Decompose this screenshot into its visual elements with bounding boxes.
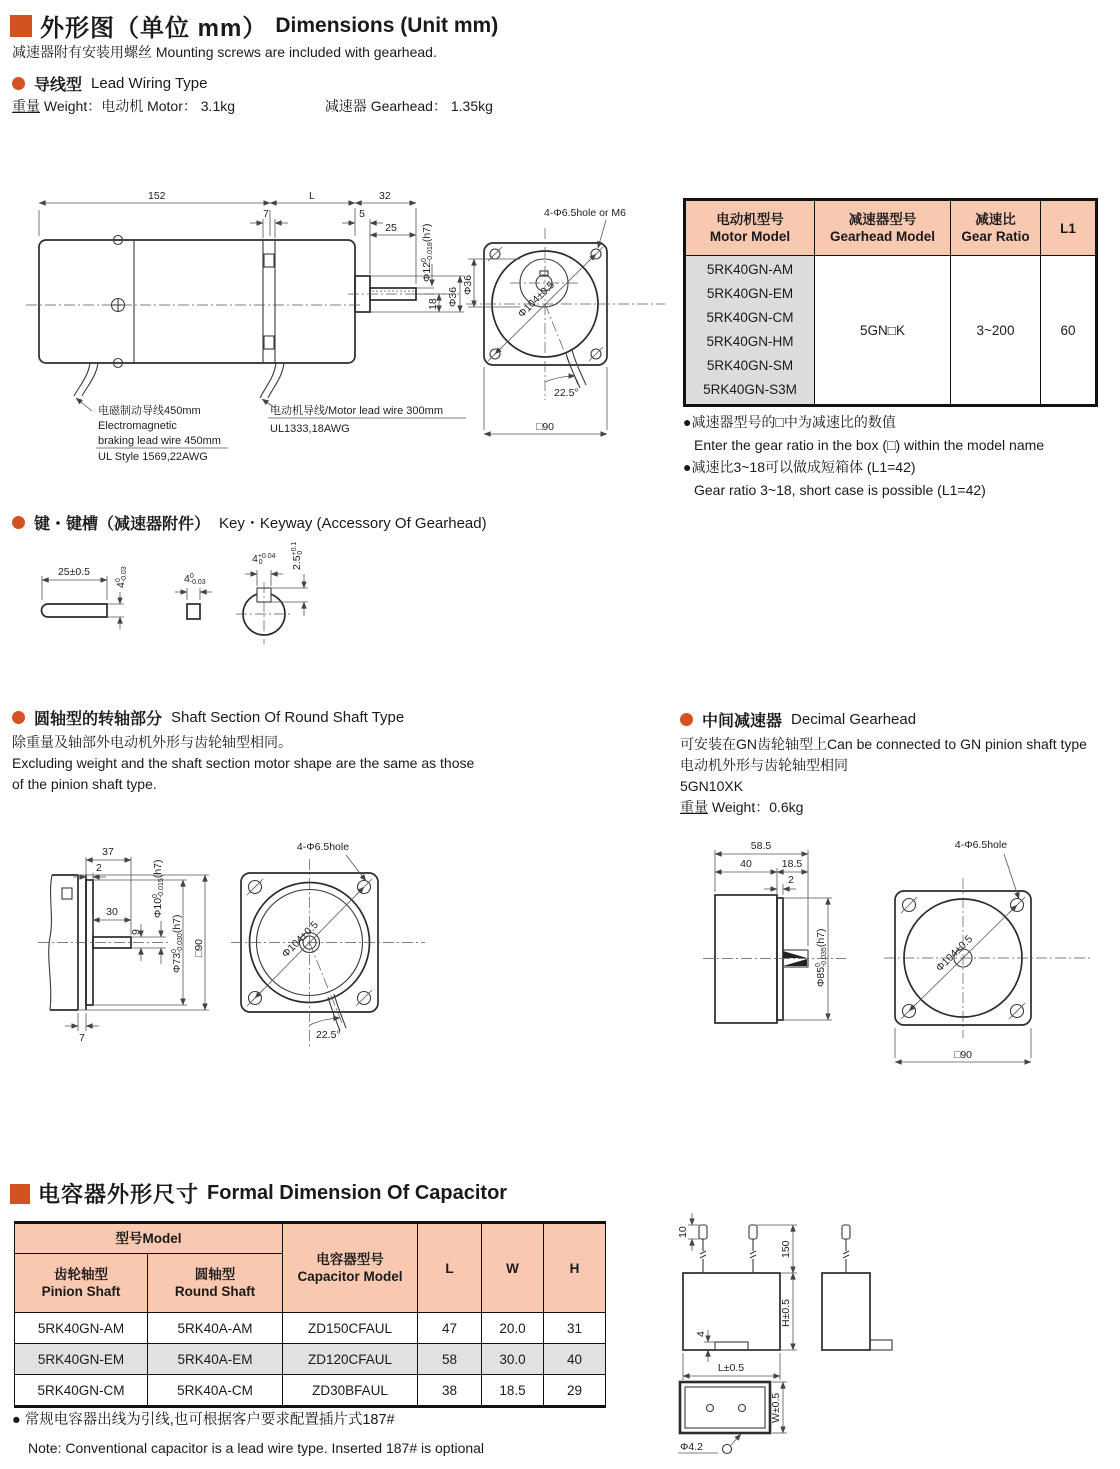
dim-40: 40 bbox=[740, 858, 752, 870]
dim-2: 2 bbox=[96, 862, 102, 874]
dim-w: W±0.5 bbox=[770, 1392, 782, 1423]
cell: 5RK40A-AM bbox=[148, 1313, 283, 1344]
capacitor-note-en: Note: Conventional capacitor is a lead wire type. Inserted 187# is optional bbox=[28, 1440, 485, 1456]
cell: ZD150CFAUL bbox=[283, 1313, 418, 1344]
page-subtitle-en: Mounting screws are included with gearhead. bbox=[155, 44, 437, 60]
round-shaft-side-view-drawing bbox=[20, 835, 245, 1070]
motor-model-table bbox=[683, 198, 1098, 407]
decimal-gearhead-front-view-drawing bbox=[876, 830, 1101, 1075]
brake-wire-label-2: Electromagnetic bbox=[98, 420, 177, 432]
motor-model: 5RK40GN-SM bbox=[706, 358, 794, 373]
note-2-en: Gear ratio 3~18, short case is possible (L1=42) bbox=[694, 481, 986, 498]
dimension-lines bbox=[39, 203, 464, 312]
key-keyway-drawing bbox=[12, 542, 352, 662]
col-header-capacitor-model: 电容器型号 Capacitor Model bbox=[283, 1223, 418, 1313]
gearhead-weight: 减速器 Gearhead： 1.35kg bbox=[324, 98, 493, 114]
col-header-gearhead-model: 减速器型号 Gearhead Model bbox=[815, 200, 951, 256]
key-heading-en: Key・Keyway (Accessory Of Gearhead) bbox=[219, 515, 487, 532]
dim-36: Φ36 bbox=[447, 286, 459, 307]
gearhead-model-value: 5GN□K bbox=[815, 256, 951, 406]
round-shaft-heading-zh: 圆轴型的转轴部分 bbox=[34, 711, 163, 728]
decimal-heading-zh: 中间减速器 bbox=[702, 713, 783, 730]
dim-4: 4 bbox=[695, 1331, 707, 1337]
brake-wire-label-3: braking lead wire 450mm bbox=[98, 435, 221, 447]
dim-37: 37 bbox=[102, 846, 114, 858]
col-header-gear-ratio: 减速比 Gear Ratio bbox=[951, 200, 1041, 256]
capacitor-note-zh: ● 常规电容器出线为引线,也可根据客户要求配置插片式187# bbox=[12, 1412, 395, 1428]
dim-angle: 22.5° bbox=[316, 1029, 341, 1041]
brake-wire-label-1: 电磁制动导线450mm bbox=[98, 405, 201, 417]
dim-keyway-width: $4^{+0.04}$ 0 bbox=[252, 553, 276, 566]
table-row bbox=[15, 1344, 606, 1375]
col-header-motor-model: 电动机型号 Motor Model bbox=[685, 200, 815, 256]
dim-bolt-circle: Φ104±0.5 bbox=[279, 918, 321, 961]
col-header-l: L bbox=[418, 1223, 482, 1313]
round-shaft-body-zh: 除重量及轴部外电动机外形与齿轮轴型相同。 bbox=[12, 734, 292, 750]
cell: 5RK40GN-EM bbox=[15, 1344, 148, 1375]
capacitor-title-en: Formal Dimension Of Capacitor bbox=[207, 1182, 508, 1204]
cell: 5RK40A-EM bbox=[148, 1344, 283, 1375]
motor-wire-label-1: 电动机导线/Motor lead wire 300mm bbox=[270, 405, 443, 417]
col-header-model: 型号Model bbox=[15, 1223, 283, 1254]
dim-32: 32 bbox=[379, 190, 391, 202]
page-subtitle bbox=[12, 42, 437, 62]
dim-diameter: $\Phi 85^0-0.035(h7)$ bbox=[815, 928, 828, 987]
mounting-holes-label: 4-Φ6.5hole bbox=[954, 839, 1008, 851]
note-1-en: Enter the gear ratio in the box (□) within the model name bbox=[694, 436, 1045, 453]
dim-7: 7 bbox=[263, 208, 269, 220]
cell: 5RK40GN-AM bbox=[15, 1313, 148, 1344]
orange-square-icon bbox=[10, 15, 32, 37]
flange-outline bbox=[466, 228, 665, 400]
dim-square: □90 bbox=[535, 421, 555, 433]
dim-10: 10 bbox=[677, 1226, 689, 1238]
dim-key-height: $4^0-0.03$ bbox=[115, 566, 128, 588]
motor-weight: Weight：电动机 Motor： 3.1kg bbox=[40, 98, 236, 114]
dim-shaft-diameter: $\Phi 10^0-0.015(h7)$ bbox=[152, 859, 165, 918]
motor-model: 5RK40GN-CM bbox=[706, 310, 794, 325]
l1-value: 60 bbox=[1041, 256, 1097, 406]
cell: 31 bbox=[544, 1313, 606, 1344]
cell: 18.5 bbox=[482, 1375, 544, 1407]
note-2-zh: ●减速比3~18可以做成短箱体 (L1=42) bbox=[683, 459, 916, 475]
capacitor-title-zh: 电容器外形尺寸 bbox=[38, 1182, 200, 1207]
lead-wiring-heading bbox=[12, 72, 207, 95]
cell: 29 bbox=[544, 1375, 606, 1407]
lead-wiring-heading-en: Lead Wiring Type bbox=[91, 75, 208, 92]
page-title bbox=[10, 8, 498, 43]
orange-bullet-icon bbox=[12, 711, 25, 724]
dim-key-length: 25±0.5 bbox=[57, 566, 91, 578]
cell: 38 bbox=[418, 1375, 482, 1407]
col-header-l1: L1 bbox=[1041, 200, 1097, 256]
round-shaft-body-en2: of the pinion shaft type. bbox=[12, 776, 157, 792]
col-header-h: H bbox=[544, 1223, 606, 1313]
flange-outline bbox=[231, 859, 425, 1047]
dim-h: H±0.5 bbox=[780, 1299, 792, 1327]
decimal-line-1: 可安装在GN齿轮轴型上Can be connected to GN pinion shaft type bbox=[680, 736, 1087, 752]
dim-bolt-circle: Φ104±0.5 bbox=[515, 279, 557, 321]
col-header-pinion-shaft: 齿轮轴型 Pinion Shaft bbox=[15, 1254, 148, 1313]
dim-9: 9 bbox=[130, 929, 142, 935]
capacitor-table bbox=[14, 1221, 606, 1408]
capacitor-drawing bbox=[648, 1190, 968, 1468]
page-title-zh: 外形图（单位 mm） bbox=[40, 15, 268, 42]
dim-2: 2 bbox=[788, 874, 794, 886]
capacitor-section-title bbox=[10, 1178, 507, 1209]
motor-model: 5RK40GN-S3M bbox=[703, 382, 797, 397]
round-shaft-heading bbox=[12, 706, 404, 729]
cell: 30.0 bbox=[482, 1344, 544, 1375]
dim-key-width: $4^0$ -0.03 bbox=[184, 573, 206, 586]
cell: ZD120CFAUL bbox=[283, 1344, 418, 1375]
dim-hole-diameter: Φ4.2 bbox=[680, 1441, 703, 1453]
motor-side-view-drawing bbox=[18, 182, 468, 482]
cell: ZD30BFAUL bbox=[283, 1375, 418, 1407]
dim-shaft-diameter: $\Phi 12^0-0.018(h7)$ bbox=[421, 223, 434, 282]
dim-152: 152 bbox=[148, 190, 166, 202]
cell: 58 bbox=[418, 1344, 482, 1375]
capacitor-side-view bbox=[822, 1225, 892, 1350]
cell: 20.0 bbox=[482, 1313, 544, 1344]
shaft-outline bbox=[38, 875, 168, 1010]
key-heading-zh: 键・键槽（减速器附件） bbox=[34, 516, 211, 533]
note-1-zh: ●减速器型号的□中为减速比的数值 bbox=[683, 414, 896, 430]
decimal-heading-en: Decimal Gearhead bbox=[791, 711, 917, 728]
decimal-gearhead-side-view-drawing bbox=[688, 832, 888, 1077]
mounting-holes-label: 4-Φ6.5hole bbox=[296, 841, 350, 853]
key-outline bbox=[42, 582, 293, 644]
key-keyway-heading bbox=[12, 511, 487, 534]
capacitor-bottom-view bbox=[680, 1382, 770, 1433]
dim-L: L bbox=[309, 190, 315, 202]
round-shaft-body bbox=[12, 732, 612, 795]
dim-l: L±0.5 bbox=[717, 1362, 745, 1374]
cell: 40 bbox=[544, 1344, 606, 1375]
cell: 5RK40A-CM bbox=[148, 1375, 283, 1407]
dim-36: Φ36 bbox=[462, 274, 474, 295]
dim-square: □90 bbox=[193, 938, 205, 957]
cell: 5RK40GN-CM bbox=[15, 1375, 148, 1407]
motor-model-list bbox=[685, 256, 815, 406]
dim-5: 5 bbox=[359, 208, 365, 220]
dim-25: 25 bbox=[385, 222, 397, 234]
flange-outline bbox=[884, 878, 1092, 1038]
dimension-lines bbox=[255, 855, 366, 1025]
lead-wiring-heading-zh: 导线型 bbox=[34, 77, 83, 94]
dim-boss-diameter: $\Phi 73^0-0.030(h7)$ bbox=[171, 914, 184, 973]
cell: 47 bbox=[418, 1313, 482, 1344]
dim-bolt-circle: Φ104±0.5 bbox=[933, 933, 976, 975]
dim-58-5: 58.5 bbox=[750, 840, 772, 852]
mounting-holes-label: 4-Φ6.5hole or M6 bbox=[544, 207, 626, 219]
decimal-line-3: 5GN10XK bbox=[680, 778, 744, 794]
weight-line bbox=[12, 96, 493, 117]
orange-bullet-icon bbox=[12, 516, 25, 529]
motor-table-notes bbox=[683, 411, 1113, 501]
capacitor-note bbox=[12, 1406, 632, 1462]
orange-square-icon bbox=[10, 1184, 30, 1204]
gear-ratio-value: 3~200 bbox=[951, 256, 1041, 406]
decimal-weight-line: 重量 Weight：0.6kg bbox=[680, 799, 804, 815]
dim-square: □90 bbox=[953, 1049, 973, 1061]
dim-18: 18 bbox=[427, 298, 439, 310]
weight-label-zh: 重量 bbox=[12, 98, 40, 114]
motor-model: 5RK40GN-EM bbox=[706, 286, 794, 301]
table-row bbox=[15, 1375, 606, 1407]
dim-angle: 22.5° bbox=[554, 387, 579, 399]
dim-18-5: 18.5 bbox=[781, 858, 803, 870]
dim-7: 7 bbox=[79, 1032, 85, 1044]
decimal-gearhead-body bbox=[680, 734, 1120, 818]
motor-model: 5RK40GN-HM bbox=[706, 334, 794, 349]
dim-keyway-depth: $2.5^{+0.1}0$ bbox=[291, 541, 304, 570]
table-row bbox=[15, 1313, 606, 1344]
col-header-round-shaft: 圆轴型 Round Shaft bbox=[148, 1254, 283, 1313]
decimal-gearhead-heading bbox=[680, 708, 916, 731]
brake-wire-label-4: UL Style 1569,22AWG bbox=[98, 451, 208, 463]
motor-front-view-drawing bbox=[458, 190, 673, 445]
page-title-en: Dimensions (Unit mm) bbox=[275, 13, 499, 37]
round-shaft-front-view-drawing bbox=[228, 835, 428, 1070]
round-shaft-heading-en: Shaft Section Of Round Shaft Type bbox=[171, 709, 405, 726]
col-header-w: W bbox=[482, 1223, 544, 1313]
motor-model: 5RK40GN-AM bbox=[706, 262, 794, 277]
orange-bullet-icon bbox=[12, 77, 25, 90]
dim-150: 150 bbox=[780, 1240, 792, 1258]
decimal-line-2: 电动机外形与齿轮轴型相同 bbox=[680, 757, 848, 773]
motor-wire-label-2: UL1333,18AWG bbox=[270, 423, 350, 435]
dim-30: 30 bbox=[106, 906, 118, 918]
motor-body-outline bbox=[26, 236, 462, 368]
page-subtitle-zh: 减速器附有安装用螺丝 bbox=[12, 44, 152, 60]
round-shaft-body-en1: Excluding weight and the shaft section motor shape are the same as those bbox=[12, 755, 475, 771]
orange-bullet-icon bbox=[680, 713, 693, 726]
